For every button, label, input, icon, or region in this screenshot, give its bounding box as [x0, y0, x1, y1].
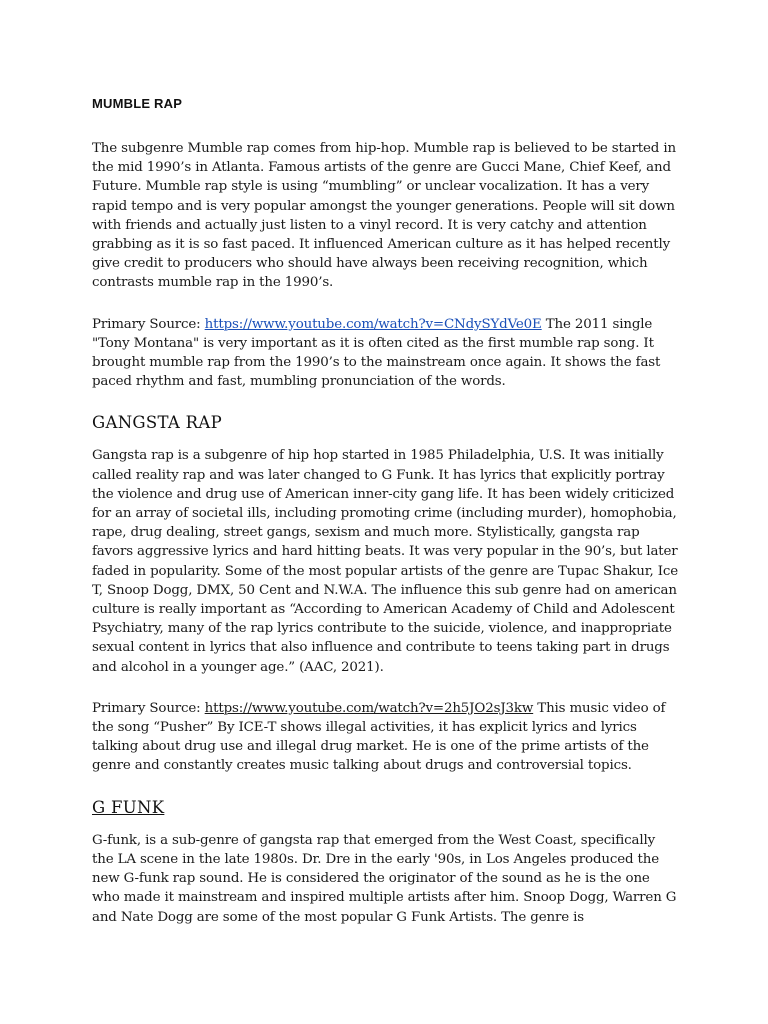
source-label: Primary Source:	[92, 316, 205, 332]
paragraph-mumble-source	[92, 315, 678, 392]
paragraph-g-funk: G-funk, is a sub-genre of gangsta rap that emerged from the West Coast, specifically the LA scene in the late 1980s. Dr. Dre in the early '90s, in Los Angeles produced the new G-funk rap sound. He is considered the originator of the sound as he is the one who made it mainstream and inspired multiple artists after him. Snoop Dogg, Warren G and Nate Dogg are some of the most popular G Funk Artists. The genre is	[92, 832, 677, 925]
paragraph-mumble-rap: The subgenre Mumble rap comes from hip-hop. Mumble rap is believed to be started in the mid 1990’s in Atlanta. Famous artists of the genre are Gucci Mane, Chief Keef, and Future. Mumble rap style is using “mumbling” or unclear vocalization. It has a very rapid tempo and is very popular amongst the younger generations. People will sit down with friends and actually just listen to a vinyl record. It is very catchy and attention grabbing as it is so fast paced. It influenced American culture as it has helped recently give credit to producers who should have always been receiving recognition, which contrasts mumble rap in the 1990’s.	[92, 141, 676, 291]
paragraph-gangsta-source	[92, 699, 678, 776]
source-label: Primary Source:	[92, 700, 205, 716]
document-content	[92, 96, 678, 949]
source-description: The 2011 single "Tony Montana" is very important as it is often cited as the first mumble rap song. It brought mumble rap from the 1990’s to the mainstream once again. It shows the fast paced rhythm and fast, mumbling pronunciation of the words.	[92, 316, 661, 390]
heading-gangsta-rap: GANGSTA RAP	[92, 413, 223, 433]
source-link-mumble[interactable]: https://www.youtube.com/watch?v=CNdySYdVe0E	[204, 316, 542, 332]
source-link-gangsta[interactable]: https://www.youtube.com/watch?v=2h5JO2sJ3kw	[204, 700, 534, 716]
heading-mumble-rap: MUMBLE RAP	[92, 96, 183, 111]
heading-g-funk: G FUNK	[92, 797, 165, 817]
paragraph-gangsta-rap: Gangsta rap is a subgenre of hip hop started in 1985 Philadelphia, U.S. It was initially called reality rap and was later changed to G Funk. It has lyrics that explicitly portray the violence and drug use of American inner-city gang life. It has been widely criticized for an array of societal ills, including promoting crime (including murder), homophobia, rape, drug dealing, street gangs, sexism and much more. Stylistically, gangsta rap favors aggressive lyrics and hard hitting beats. It was very popular in the 90’s, but later faded in popularity. Some of the most popular artists of the genre are Tupac Shakur, Ice T, Snoop Dogg, DMX, 50 Cent and N.W.A. The influence this sub genre had on american culture is really important as “According to American Academy of Child and Adolescent Psychiatry, many of the rap lyrics contribute to the suicide, violence, and inappropriate sexual content in lyrics that also influence and contribute to teens taking part in drugs and alcohol in a younger age.” (AAC, 2021).	[92, 448, 678, 675]
source-description: This music video of the song “Pusher” By ICE-T shows illegal activities, it has explicit lyrics and lyrics talking about drug use and illegal drug market. He is one of the prime artists of the genre and constantly creates music talking about drugs and controversial topics.	[92, 700, 666, 774]
